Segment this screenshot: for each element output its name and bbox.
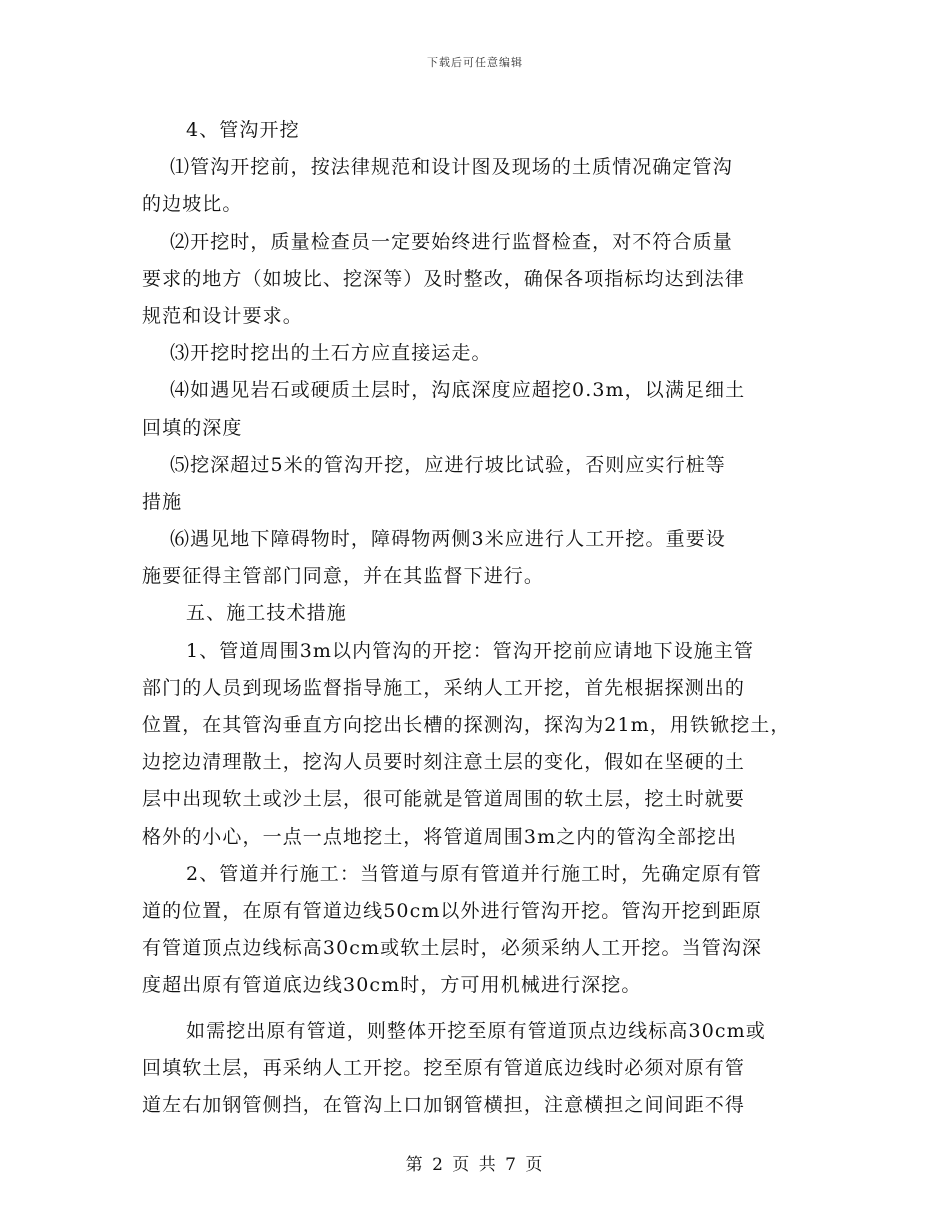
paragraph-line: 度超出原有管道底边线30cm时，方可用机械进行深挖。 [142, 974, 642, 997]
paragraph-line: 措施 [142, 490, 183, 513]
document-body [142, 112, 822, 1124]
paragraph-line: ⑴管沟开挖前，按法律规范和设计图及现场的土质情况确定管沟 [170, 156, 733, 179]
paragraph-line: 道的位置，在原有管道边线50cm以外进行管沟开挖。管沟开挖到距原 [142, 899, 763, 922]
paragraph-line: 位置，在其管沟垂直方向挖出长槽的探测沟，探沟为21m，用铁锨挖土， [142, 714, 791, 736]
paragraph-line: 2、管道并行施工：当管道与原有管道并行施工时，先确定原有管 [186, 862, 762, 885]
paragraph-line: 道左右加钢管侧挡，在管沟上口加钢管横担，注意横担之间间距不得 [142, 1093, 746, 1116]
paragraph-line: 要求的地方（如坡比、挖深等）及时整改，确保各项指标均达到法律 [142, 267, 746, 290]
paragraph-line: 部门的人员到现场监督指导施工，采纳人工开挖，首先根据探测出的 [142, 676, 746, 699]
paragraph-line: ⑷如遇见岩石或硬质土层时，沟底深度应超挖0.3m，以满足细土 [170, 379, 746, 402]
page-number: 第 2 页 共 7 页 [405, 1155, 545, 1175]
paragraph-line: ⑸挖深超过5米的管沟开挖，应进行坡比试验，否则应实行桩等 [170, 453, 726, 476]
section-heading: 4、管沟开挖 [186, 119, 300, 141]
paragraph-gap [142, 1005, 822, 1013]
paragraph-line: 有管道顶点边线标高30cm或软土层时，必须采纳人工开挖。当管沟深 [142, 937, 763, 960]
paragraph-line: 层中出现软土或沙土层，很可能就是管道周围的软土层，挖土时就要 [142, 788, 746, 811]
paragraph-line: ⑶开挖时挖出的土石方应直接运走。 [170, 342, 492, 365]
section-heading: 五、施工技术措施 [186, 602, 347, 625]
paragraph-line: 回填软土层，再采纳人工开挖。挖至原有管道底边线时必须对原有管 [142, 1056, 746, 1079]
paragraph-line: 的边坡比。 [142, 193, 243, 216]
paragraph-line: 规范和设计要求。 [142, 304, 303, 327]
page-header: 下载后可任意编辑 [427, 56, 523, 69]
paragraph-line: ⑹遇见地下障碍物时，障碍物两侧3米应进行人工开挖。重要设 [170, 528, 726, 551]
paragraph-line: 回填的深度 [142, 416, 243, 439]
paragraph-line: 边挖边清理散土，挖沟人员要时刻注意土层的变化，假如在坚硬的土 [142, 751, 746, 774]
paragraph-line: 施要征得主管部门同意，并在其监督下进行。 [142, 565, 545, 588]
paragraph-line: 1、管道周围3m以内管沟的开挖：管沟开挖前应请地下设施主管 [186, 639, 755, 662]
paragraph-line: ⑵开挖时，质量检查员一定要始终进行监督检查，对不符合质量 [170, 230, 733, 253]
paragraph-line: 如需挖出原有管道，则整体开挖至原有管道顶点边线标高30cm或 [186, 1019, 766, 1042]
paragraph-line: 格外的小心，一点一点地挖土，将管道周围3m之内的管沟全部挖出 [142, 825, 738, 848]
